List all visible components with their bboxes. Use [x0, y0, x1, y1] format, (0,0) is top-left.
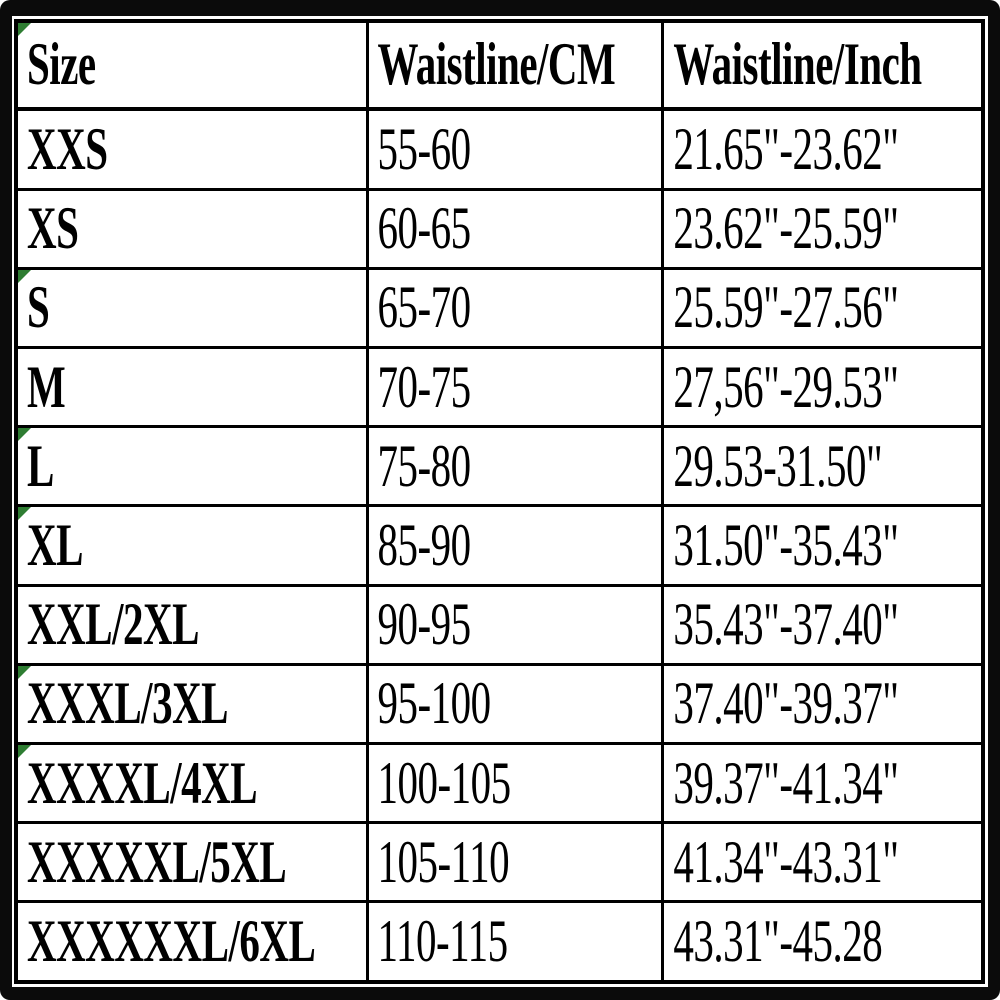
- header-waistline-cm-label: Waistline/CM: [377, 29, 616, 98]
- header-waistline-inch: [663, 21, 983, 109]
- cm-cell: [367, 823, 663, 902]
- size-cell: [16, 902, 367, 982]
- size-value: M: [27, 351, 66, 420]
- cm-value: 55-60: [377, 114, 471, 183]
- size-value: XXL/2XL: [27, 589, 199, 658]
- size-chart-table: [14, 19, 985, 984]
- inch-cell: [663, 902, 983, 982]
- inch-cell: [663, 427, 983, 506]
- size-cell: [16, 347, 367, 426]
- cm-value: 75-80: [377, 431, 471, 500]
- inch-cell: [663, 109, 983, 189]
- header-waistline-inch-label: Waistline/Inch: [673, 29, 922, 98]
- table-row: [16, 506, 983, 585]
- header-size-label: Size: [27, 29, 96, 98]
- cm-cell: [367, 347, 663, 426]
- cm-value: 95-100: [377, 668, 491, 737]
- inch-value: 41.34"-43.31": [673, 827, 899, 896]
- size-value: XXS: [27, 114, 108, 183]
- inch-value: 27,56"-29.53": [673, 351, 899, 420]
- table-canvas: [12, 16, 988, 987]
- size-cell: [16, 109, 367, 189]
- size-cell: [16, 189, 367, 268]
- table-row: [16, 189, 983, 268]
- cm-cell: [367, 189, 663, 268]
- inch-cell: [663, 585, 983, 664]
- header-waistline-cm: [367, 21, 663, 109]
- table-row: [16, 109, 983, 189]
- table-row: [16, 664, 983, 743]
- cm-value: 60-65: [377, 193, 471, 262]
- table-row: [16, 268, 983, 347]
- table-row: [16, 427, 983, 506]
- table-row: [16, 585, 983, 664]
- inch-value: 35.43"-37.40": [673, 589, 899, 658]
- cm-cell: [367, 585, 663, 664]
- size-value: S: [27, 272, 50, 341]
- size-value: L: [27, 431, 54, 500]
- inch-cell: [663, 347, 983, 426]
- header-size: [16, 21, 367, 109]
- cm-value: 70-75: [377, 351, 471, 420]
- table-row: [16, 823, 983, 902]
- size-cell: [16, 743, 367, 822]
- inch-value: 43.31"-45.28: [673, 906, 883, 975]
- table-row: [16, 347, 983, 426]
- cm-cell: [367, 902, 663, 982]
- inch-cell: [663, 506, 983, 585]
- size-cell: [16, 585, 367, 664]
- inch-cell: [663, 268, 983, 347]
- inch-value: 31.50"-35.43": [673, 510, 899, 579]
- header-row: [16, 21, 983, 109]
- size-cell: [16, 664, 367, 743]
- size-cell: [16, 427, 367, 506]
- inch-value: 39.37"-41.34": [673, 747, 899, 816]
- cm-cell: [367, 506, 663, 585]
- size-cell: [16, 506, 367, 585]
- inch-cell: [663, 664, 983, 743]
- size-cell: [16, 268, 367, 347]
- cm-value: 105-110: [377, 827, 510, 896]
- cm-cell: [367, 268, 663, 347]
- size-cell: [16, 823, 367, 902]
- cm-cell: [367, 743, 663, 822]
- table-row: [16, 743, 983, 822]
- cm-value: 65-70: [377, 272, 471, 341]
- cm-cell: [367, 664, 663, 743]
- cm-value: 110-115: [377, 906, 508, 975]
- cm-value: 85-90: [377, 510, 471, 579]
- inch-cell: [663, 743, 983, 822]
- inch-cell: [663, 823, 983, 902]
- table-row: [16, 902, 983, 982]
- size-value: XXXL/3XL: [27, 668, 229, 737]
- size-value: XXXXL/4XL: [27, 747, 258, 816]
- size-value: XXXXXXL/6XL: [27, 906, 316, 975]
- cm-value: 100-105: [377, 747, 511, 816]
- cm-value: 90-95: [377, 589, 471, 658]
- inch-value: 37.40"-39.37": [673, 668, 899, 737]
- cm-cell: [367, 427, 663, 506]
- cm-cell: [367, 109, 663, 189]
- size-value: XL: [27, 510, 83, 579]
- size-value: XXXXXL/5XL: [27, 827, 287, 896]
- inch-value: 25.59"-27.56": [673, 272, 899, 341]
- inch-cell: [663, 189, 983, 268]
- size-value: XS: [27, 193, 79, 262]
- inch-value: 23.62"-25.59": [673, 193, 899, 262]
- inch-value: 29.53-31.50": [673, 431, 883, 500]
- inch-value: 21.65"-23.62": [673, 114, 899, 183]
